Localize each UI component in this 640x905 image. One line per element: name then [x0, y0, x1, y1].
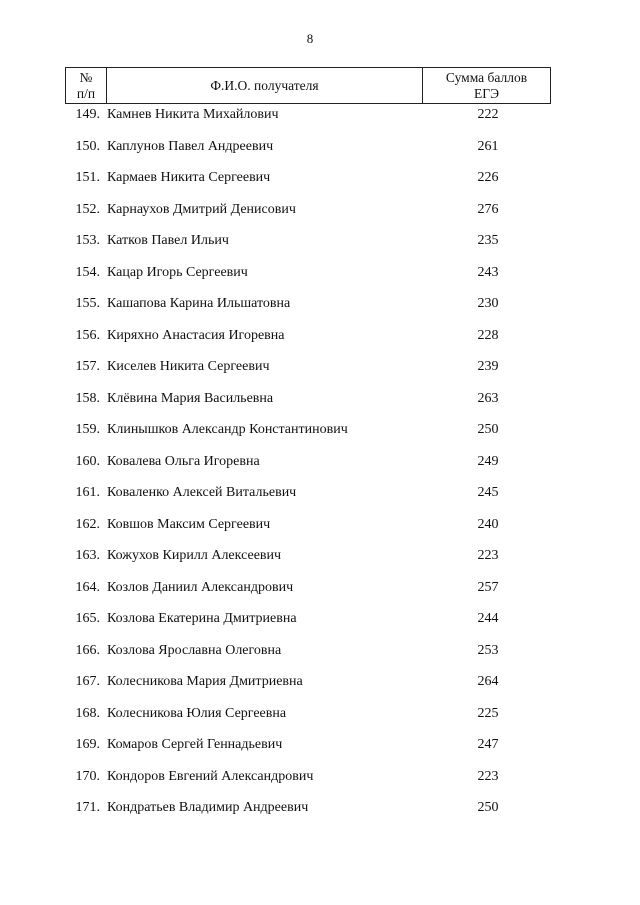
row-number: 165.: [75, 611, 100, 626]
row-number: 168.: [75, 705, 100, 721]
table-row: [0, 798, 640, 818]
row-exam-score: 240: [477, 516, 499, 532]
row-recipient-name: Колесникова Мария Дмитриевна: [107, 674, 303, 689]
row-number: 155.: [75, 296, 100, 311]
row-number: 163.: [75, 548, 100, 563]
table-row: [0, 389, 640, 409]
table-row: [0, 767, 640, 787]
table-row: [0, 357, 640, 377]
row-recipient-name: Кондоров Евгений Александрович: [107, 768, 314, 784]
row-recipient-name: Камнев Никита Михайлович: [107, 107, 279, 122]
row-exam-score: 249: [477, 453, 499, 469]
row-number: 153.: [75, 233, 100, 248]
row-exam-score: 228: [477, 327, 499, 343]
table-row: [0, 231, 640, 251]
header-number-line2: п/п: [76, 85, 96, 101]
table-row: [0, 735, 640, 755]
table-row: [0, 578, 640, 598]
row-number: 166.: [75, 642, 100, 658]
table-row: [0, 420, 640, 440]
header-number-line1: №: [79, 69, 93, 85]
row-exam-score: 250: [477, 422, 499, 437]
row-recipient-name: Кондратьев Владимир Андреевич: [107, 800, 309, 815]
row-recipient-name: Катков Павел Ильич: [107, 233, 229, 248]
header-number: [66, 68, 107, 103]
row-exam-score: 226: [477, 170, 499, 185]
row-number: 164.: [75, 579, 100, 595]
row-recipient-name: Козлова Екатерина Дмитриевна: [107, 611, 297, 626]
row-number: 169.: [75, 737, 100, 752]
row-number: 171.: [75, 800, 100, 815]
row-exam-score: 230: [477, 296, 499, 311]
header-name: Ф.И.О. получателя: [107, 68, 423, 103]
row-exam-score: 261: [477, 138, 499, 154]
row-exam-score: 250: [477, 800, 499, 815]
table-row: [0, 515, 640, 535]
table-row: [0, 704, 640, 724]
row-number: 151.: [75, 170, 100, 185]
table-row: [0, 326, 640, 346]
row-exam-score: 222: [477, 107, 499, 122]
table-row: [0, 452, 640, 472]
row-number: 161.: [75, 485, 100, 500]
header-score: [423, 68, 550, 103]
row-exam-score: 253: [477, 642, 499, 658]
row-recipient-name: Ковшов Максим Сергеевич: [107, 516, 271, 532]
row-exam-score: 223: [477, 768, 499, 784]
table-row: [0, 294, 640, 314]
header-score-line2: ЕГЭ: [474, 85, 499, 101]
table-row: [0, 641, 640, 661]
row-recipient-name: Козлова Ярославна Олеговна: [107, 642, 282, 658]
table-row: [0, 609, 640, 629]
row-recipient-name: Ковалева Ольга Игоревна: [107, 453, 260, 469]
row-exam-score: 264: [477, 674, 499, 689]
table-row: [0, 672, 640, 692]
row-recipient-name: Козлов Даниил Александрович: [107, 579, 294, 595]
row-recipient-name: Колесникова Юлия Сергеевна: [107, 705, 287, 721]
row-exam-score: 243: [477, 264, 499, 280]
row-number: 167.: [75, 674, 100, 689]
header-score-line1: Сумма баллов: [445, 69, 528, 85]
row-recipient-name: Каплунов Павел Андреевич: [107, 138, 274, 154]
row-recipient-name: Кармаев Никита Сергеевич: [107, 170, 271, 185]
row-number: 162.: [75, 516, 100, 532]
row-recipient-name: Кожухов Кирилл Алексеевич: [107, 548, 282, 563]
row-number: 149.: [75, 107, 100, 122]
table-row: [0, 168, 640, 188]
row-recipient-name: Киряхно Анастасия Игоревна: [107, 327, 285, 343]
row-recipient-name: Карнаухов Дмитрий Денисович: [107, 201, 296, 217]
table-row: [0, 483, 640, 503]
row-number: 154.: [75, 264, 100, 280]
row-exam-score: 263: [477, 390, 499, 406]
row-recipient-name: Кацар Игорь Сергеевич: [107, 264, 248, 280]
table-row: [0, 263, 640, 283]
row-number: 170.: [75, 768, 100, 784]
row-number: 159.: [75, 422, 100, 437]
row-exam-score: 257: [477, 579, 499, 595]
table-row: [0, 137, 640, 157]
row-number: 160.: [75, 453, 100, 469]
row-exam-score: 244: [477, 611, 499, 626]
row-number: 156.: [75, 327, 100, 343]
row-number: 157.: [75, 359, 100, 374]
row-number: 158.: [75, 390, 100, 406]
row-exam-score: 225: [477, 705, 499, 721]
row-recipient-name: Киселев Никита Сергеевич: [107, 359, 270, 374]
table-row: [0, 105, 640, 125]
row-number: 150.: [75, 138, 100, 154]
row-recipient-name: Коваленко Алексей Витальевич: [107, 485, 297, 500]
table-header: [65, 67, 551, 104]
table-row: [0, 200, 640, 220]
row-exam-score: 223: [477, 548, 499, 563]
row-number: 152.: [75, 201, 100, 217]
table-row: [0, 546, 640, 566]
row-recipient-name: Комаров Сергей Геннадьевич: [107, 737, 283, 752]
row-recipient-name: Клинышков Александр Константинович: [107, 422, 348, 437]
row-exam-score: 247: [477, 737, 499, 752]
row-exam-score: 276: [477, 201, 499, 217]
row-recipient-name: Клёвина Мария Васильевна: [107, 390, 274, 406]
page-number: 8: [306, 31, 314, 46]
row-exam-score: 245: [477, 485, 499, 500]
row-recipient-name: Кашапова Карина Ильшатовна: [107, 296, 291, 311]
row-exam-score: 235: [477, 233, 499, 248]
row-exam-score: 239: [477, 359, 499, 374]
